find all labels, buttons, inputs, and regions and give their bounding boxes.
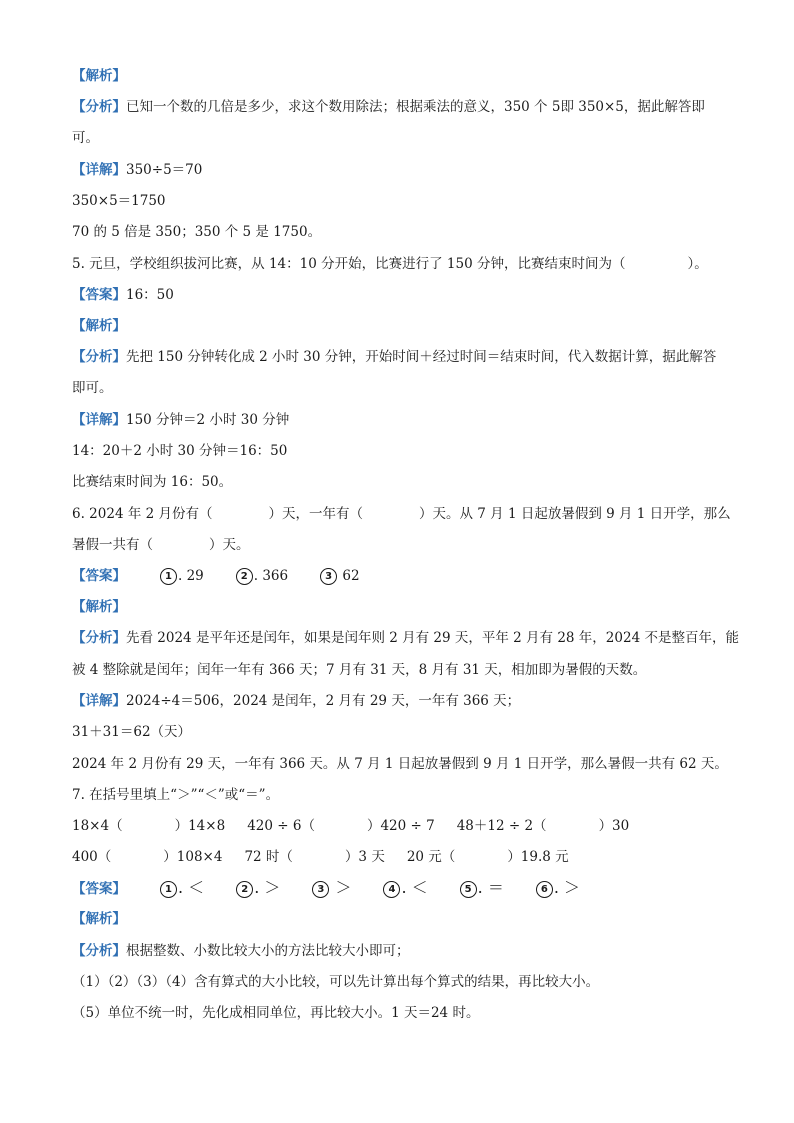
analysis-text <box>72 628 739 648</box>
question-6 <box>72 504 731 524</box>
paragraph-text: 31＋31＝62（天） <box>72 724 192 740</box>
section-tag: 【分析】 <box>72 99 126 115</box>
answer-item <box>383 878 427 899</box>
answer-value: . ＞ <box>553 878 581 897</box>
expression-right: ）3 天 <box>344 849 385 865</box>
paragraph-text: 70 的 5 倍是 350；350 个 5 是 1750。 <box>72 224 322 240</box>
circled-number: 6 <box>536 881 553 898</box>
section-tag: 【详解】 <box>72 412 126 428</box>
detail-line <box>72 160 722 180</box>
circled-number: 1 <box>160 568 177 585</box>
paragraph-text: 2024÷4＝506，2024 是闰年，2 月有 29 天，一年有 366 天； <box>126 693 521 709</box>
paragraph-text: 2024 年 2 月份有 29 天，一年有 366 天。从 7 月 1 日起放暑假到 9 月 1 日开学，那么暑假一共有 62 天。 <box>72 756 728 772</box>
answer-item <box>460 878 504 899</box>
question-text: ）天。 <box>209 537 250 553</box>
answer-text: 16：50 <box>126 287 174 303</box>
expression-right: ）19.8 元 <box>507 849 569 865</box>
section-tag: 【详解】 <box>72 162 126 178</box>
paragraph-text: 被 4 整除就是闰年；闰年一年有 366 天；7 月有 31 天，8 月有 31 天，相加即为暑假的天数。 <box>72 662 647 678</box>
analysis-heading <box>72 66 722 86</box>
question-5 <box>72 254 722 274</box>
answer-value: . ＜ <box>178 878 205 897</box>
analysis-text <box>72 347 722 367</box>
circled-number: 5 <box>460 881 477 898</box>
analysis-heading <box>72 909 722 929</box>
answer-value: 62 <box>338 568 360 584</box>
answer-value: . ＝ <box>477 878 504 897</box>
paragraph-line <box>72 222 722 242</box>
paragraph-text: 350÷5＝70 <box>126 162 203 178</box>
answer-item <box>536 878 580 899</box>
paragraph-text: 比赛结束时间为 16：50。 <box>72 474 233 490</box>
comparison-row-1 <box>72 816 722 836</box>
section-tag: 【解析】 <box>72 68 126 84</box>
paragraph-text: 350×5＝1750 <box>72 193 166 209</box>
question-text: ）。 <box>687 256 708 272</box>
paragraph-text: 14：20＋2 小时 30 分钟＝16：50 <box>72 443 288 459</box>
question-text: 7. 在括号里填上“＞”“＜”或“＝”。 <box>72 787 280 803</box>
answer-value: . 366 <box>253 568 289 584</box>
analysis-text <box>72 97 722 117</box>
comparison-expression <box>72 847 222 867</box>
paragraph-text: （5）单位不统一时，先化成相同单位，再比较大小。1 天＝24 时。 <box>72 1005 480 1021</box>
circled-number: 3 <box>320 568 337 585</box>
paragraph-line <box>72 472 722 492</box>
section-tag: 【解析】 <box>72 318 126 334</box>
circled-number: 1 <box>160 881 177 898</box>
expression-left: 400（ <box>72 849 112 865</box>
circled-number: 2 <box>236 881 253 898</box>
paragraph-line <box>72 722 722 742</box>
answer-item <box>320 566 359 586</box>
comparison-expression <box>244 847 384 867</box>
paragraph-line <box>72 660 722 680</box>
paragraph-line <box>72 128 722 148</box>
paragraph-line <box>72 754 728 774</box>
section-tag: 【解析】 <box>72 911 126 927</box>
question-6-cont <box>72 535 722 555</box>
section-tag: 【分析】 <box>72 630 126 646</box>
section-tag: 【分析】 <box>72 349 126 365</box>
comparison-expression <box>457 816 630 836</box>
question-text: 6. 2024 年 2 月份有（ <box>72 506 213 522</box>
expression-right: ）420 ÷ 7 <box>366 818 435 834</box>
question-text: ）天。从 7 月 1 日起放暑假到 9 月 1 日开学，那么 <box>419 506 731 522</box>
answer-item <box>236 566 288 586</box>
paragraph-text: 可。 <box>72 130 99 146</box>
section-tag: 【解析】 <box>72 599 126 615</box>
comparison-expression <box>72 816 225 836</box>
question-text: ）天，一年有（ <box>268 506 363 522</box>
expression-left: 18×4（ <box>72 818 123 834</box>
answer-item <box>312 878 351 899</box>
paragraph-text: 已知一个数的几倍是多少，求这个数用除法；根据乘法的意义，350 个 5即 350×5，据此解答即 <box>126 99 705 115</box>
paragraph-text: 先把 150 分钟转化成 2 小时 30 分钟，开始时间＋经过时间＝结束时间，代入数据计算，据此解答 <box>126 349 717 365</box>
question-text: 暑假一共有（ <box>72 537 153 553</box>
circled-number: 4 <box>383 881 400 898</box>
expression-left: 420 ÷ 6（ <box>247 818 315 834</box>
section-tag: 【答案】 <box>72 881 126 897</box>
question-7 <box>72 785 722 805</box>
detail-line <box>72 410 722 430</box>
paragraph-line <box>72 972 722 992</box>
comparison-expression <box>247 816 435 836</box>
expression-left: 20 元（ <box>406 849 456 865</box>
expression-left: 72 时（ <box>244 849 293 865</box>
analysis-heading <box>72 316 722 336</box>
answer-item <box>160 878 204 899</box>
paragraph-line <box>72 1003 722 1023</box>
section-tag: 【详解】 <box>72 693 126 709</box>
circled-number: 3 <box>312 881 329 898</box>
answer-line <box>72 566 722 586</box>
answer-line <box>72 878 722 899</box>
answer-item <box>160 566 204 586</box>
analysis-text <box>72 941 722 961</box>
paragraph-text: （1）（2）（3）（4）含有算式的大小比较，可以先计算出每个算式的结果，再比较大小。 <box>72 974 600 990</box>
question-text: 5. 元旦，学校组织拔河比赛，从 14：10 分开始，比赛进行了 150 分钟，比赛结束时间为（ <box>72 256 626 272</box>
expression-left: 48＋12 ÷ 2（ <box>456 818 547 834</box>
paragraph-line <box>72 441 722 461</box>
circled-number: 2 <box>236 568 253 585</box>
section-tag: 【分析】 <box>72 943 126 959</box>
answer-value: . ＞ <box>254 878 281 897</box>
expression-right: ）30 <box>598 818 630 834</box>
detail-line <box>72 691 722 711</box>
section-tag: 【答案】 <box>72 287 126 303</box>
answer-value: ＞ <box>330 878 352 897</box>
paragraph-text: 150 分钟＝2 小时 30 分钟 <box>126 412 290 428</box>
section-tag: 【答案】 <box>72 568 126 584</box>
paragraph-text: 根据整数、小数比较大小的方法比较大小即可； <box>126 943 410 959</box>
answer-value: . ＜ <box>401 878 428 897</box>
paragraph-text: 即可。 <box>72 380 113 396</box>
answer-value: . 29 <box>178 568 204 584</box>
comparison-row-2 <box>72 847 722 867</box>
comparison-expression <box>407 847 569 867</box>
paragraph-text: 先看 2024 是平年还是闰年，如果是闰年则 2 月有 29 天，平年 2 月有 28 年，2024 不是整百年，能 <box>126 630 739 646</box>
expression-right: ）14×8 <box>174 818 226 834</box>
paragraph-line <box>72 191 722 211</box>
paragraph-line <box>72 378 722 398</box>
answer-item <box>236 878 280 899</box>
answer-line <box>72 285 722 305</box>
expression-right: ）108×4 <box>163 849 223 865</box>
analysis-heading <box>72 597 722 617</box>
